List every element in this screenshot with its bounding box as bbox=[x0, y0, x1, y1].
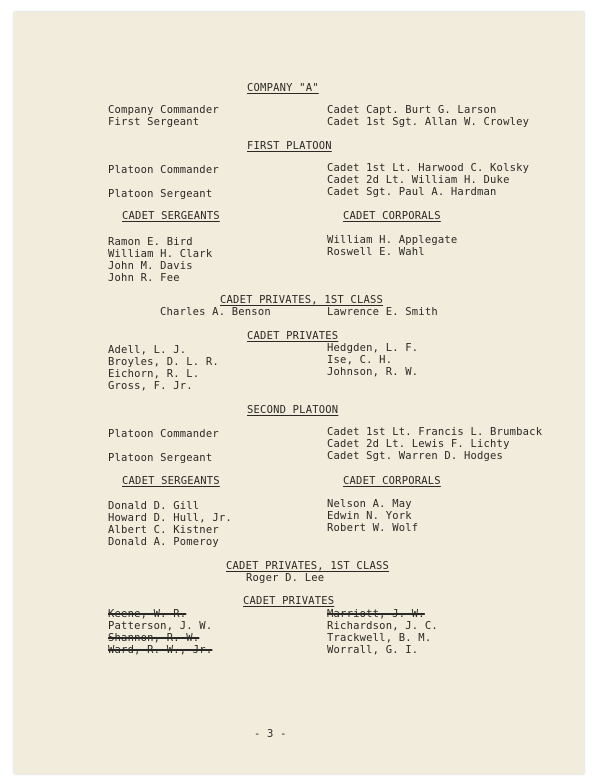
second-platoon-sergeants-header: CADET SERGEANTS bbox=[122, 475, 220, 487]
company-commander-name: Cadet Capt. Burt G. Larson bbox=[327, 104, 497, 116]
first-pfc-right: Lawrence E. Smith bbox=[327, 306, 438, 318]
first-private-right: Johnson, R. W. bbox=[327, 366, 419, 378]
first-sergeant-item: Ramon E. Bird bbox=[108, 236, 193, 248]
first-private-right: Ise, C. H. bbox=[327, 354, 393, 366]
company-title: COMPANY "A" bbox=[247, 82, 319, 94]
page-number: - 3 - bbox=[254, 728, 287, 740]
first-sergeant-item: John R. Fee bbox=[108, 272, 180, 284]
second-sergeant-item: Donald A. Pomeroy bbox=[108, 536, 219, 548]
first-sergeant-name: Cadet 1st Sgt. Allan W. Crowley bbox=[327, 116, 530, 128]
second-privates-header: CADET PRIVATES bbox=[243, 595, 335, 607]
first-privates-header: CADET PRIVATES bbox=[247, 330, 339, 342]
first-private-left: Eichorn, R. L. bbox=[108, 368, 200, 380]
first-platoon-commander-2: Cadet 2d Lt. William H. Duke bbox=[327, 174, 510, 186]
second-private-right: Worrall, G. I. bbox=[327, 644, 419, 656]
second-platoon-commander-2: Cadet 2d Lt. Lewis F. Lichty bbox=[327, 438, 510, 450]
first-pfc-header: CADET PRIVATES, 1ST CLASS bbox=[220, 294, 384, 306]
second-sergeant-item: Donald D. Gill bbox=[108, 500, 200, 512]
first-sergeant-label: First Sergeant bbox=[108, 116, 200, 128]
first-private-right: Hedgden, L. F. bbox=[327, 342, 419, 354]
second-private-left-struck: Keene, W. R. bbox=[108, 608, 187, 620]
first-corporal-item: William H. Applegate bbox=[327, 234, 458, 246]
second-private-left-struck: Ward, R. W., Jr. bbox=[108, 644, 213, 656]
first-platoon-corporals-header: CADET CORPORALS bbox=[343, 210, 441, 222]
second-corporal-item: Nelson A. May bbox=[327, 498, 412, 510]
second-platoon-corporals-header: CADET CORPORALS bbox=[343, 475, 441, 487]
document-page bbox=[14, 12, 584, 774]
second-private-right: Richardson, J. C. bbox=[327, 620, 438, 632]
first-platoon-commander-1: Cadet 1st Lt. Harwood C. Kolsky bbox=[327, 162, 530, 174]
first-corporal-item: Roswell E. Wahl bbox=[327, 246, 425, 258]
first-sergeant-item: William H. Clark bbox=[108, 248, 213, 260]
first-private-left: Gross, F. Jr. bbox=[108, 380, 193, 392]
company-commander-label: Company Commander bbox=[108, 104, 219, 116]
second-platoon-sergeant-name: Cadet Sgt. Warren D. Hodges bbox=[327, 450, 504, 462]
second-platoon-title: SECOND PLATOON bbox=[247, 404, 339, 416]
second-private-right: Trackwell, B. M. bbox=[327, 632, 432, 644]
second-private-right-struck: Marriott, J. W. bbox=[327, 608, 425, 620]
first-pfc-left: Charles A. Benson bbox=[160, 306, 271, 318]
second-platoon-commander-label: Platoon Commander bbox=[108, 428, 219, 440]
first-sergeant-item: John M. Davis bbox=[108, 260, 193, 272]
first-platoon-sergeants-header: CADET SERGEANTS bbox=[122, 210, 220, 222]
second-corporal-item: Robert W. Wolf bbox=[327, 522, 419, 534]
first-private-left: Adell, L. J. bbox=[108, 344, 187, 356]
second-platoon-commander-1: Cadet 1st Lt. Francis L. Brumback bbox=[327, 426, 543, 438]
first-platoon-title: FIRST PLATOON bbox=[247, 140, 332, 152]
second-pfc-header: CADET PRIVATES, 1ST CLASS bbox=[226, 560, 390, 572]
second-corporal-item: Edwin N. York bbox=[327, 510, 412, 522]
second-sergeant-item: Albert C. Kistner bbox=[108, 524, 219, 536]
first-platoon-sergeant-label: Platoon Sergeant bbox=[108, 188, 213, 200]
second-pfc-name: Roger D. Lee bbox=[246, 572, 325, 584]
first-platoon-commander-label: Platoon Commander bbox=[108, 164, 219, 176]
second-sergeant-item: Howard D. Hull, Jr. bbox=[108, 512, 232, 524]
second-private-left: Patterson, J. W. bbox=[108, 620, 213, 632]
first-platoon-sergeant-name: Cadet Sgt. Paul A. Hardman bbox=[327, 186, 497, 198]
second-platoon-sergeant-label: Platoon Sergeant bbox=[108, 452, 213, 464]
second-private-left-struck: Shannon, R. W. bbox=[108, 632, 200, 644]
first-private-left: Broyles, D. L. R. bbox=[108, 356, 219, 368]
